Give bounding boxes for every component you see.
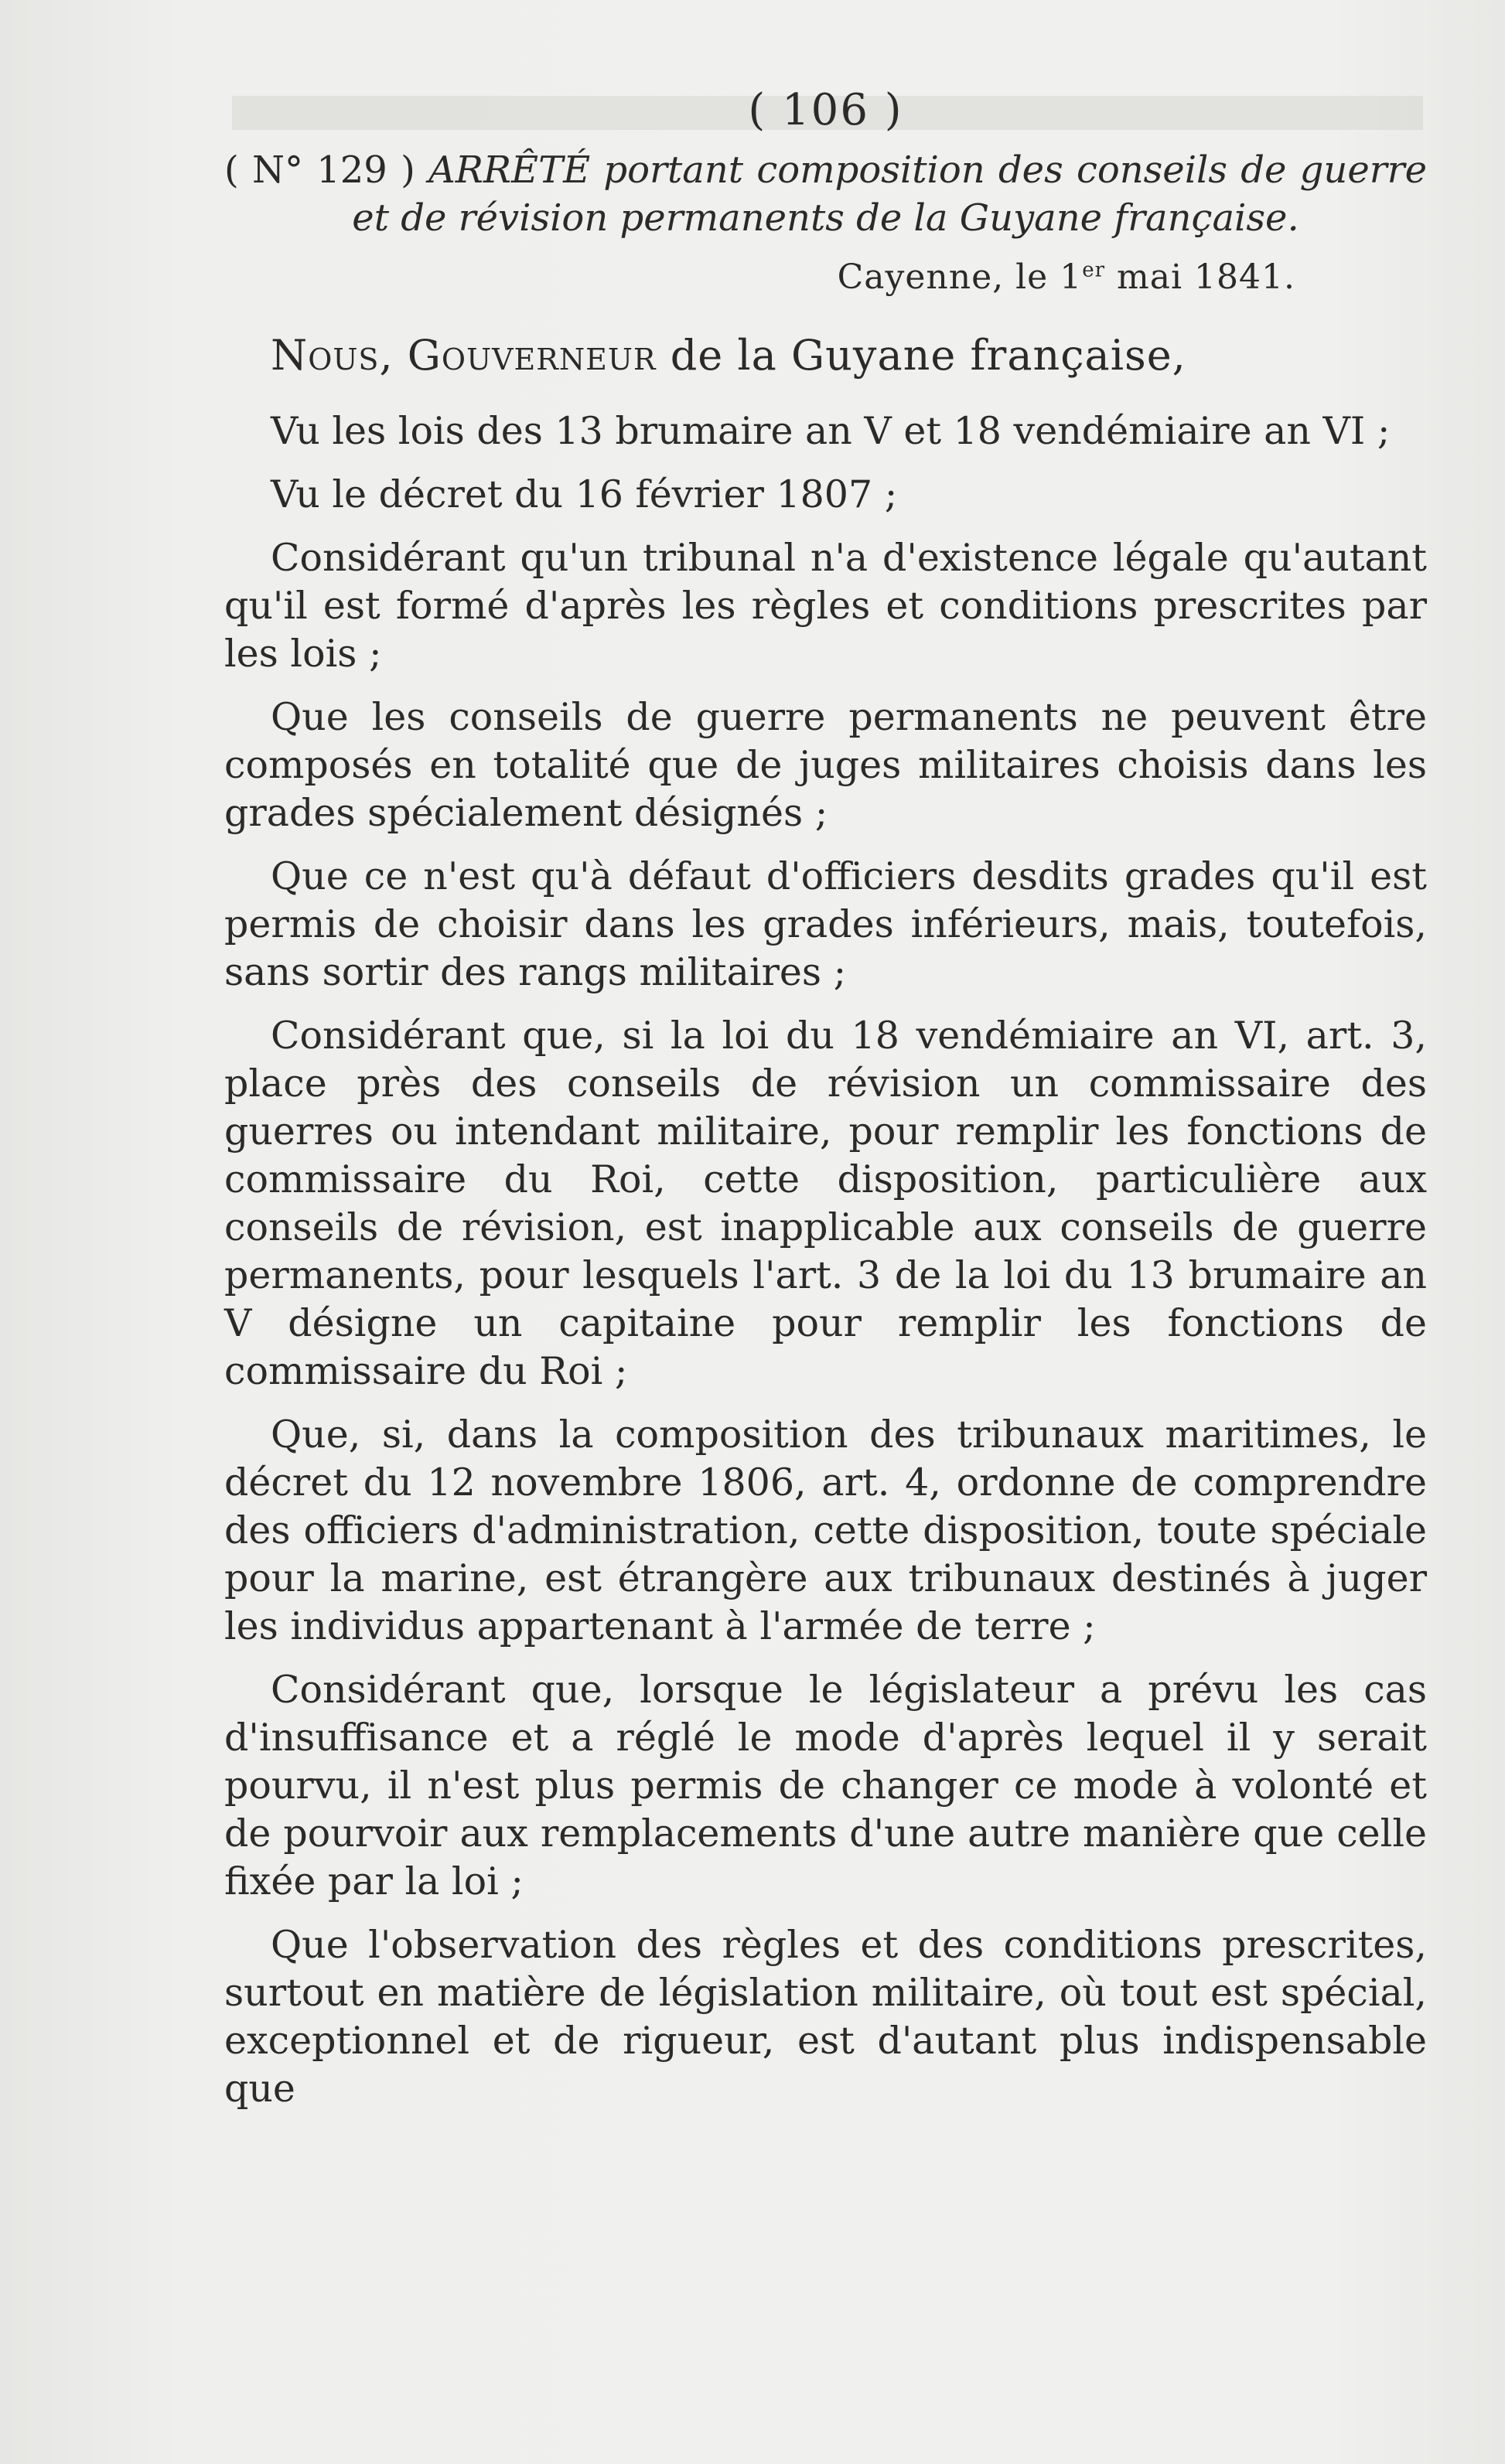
address-title: Gouverneur xyxy=(407,331,657,380)
paragraph-7: Que, si, dans la composition des tribunaux maritimes, le décret du 12 novembre 1806, art. 4, ordonne de comprendre des officiers d'administration, cette disposition, toute spéciale pour la marine, est étrangère aux tribunaux destinés à juger les individus appartenant à l'armée de terre ; xyxy=(224,1413,1427,1648)
paragraph-2: Vu le décret du 16 février 1807 ; xyxy=(271,472,898,516)
paragraph-3: Considérant qu'un tribunal n'a d'existence légale qu'autant qu'il est formé d'après les règles et conditions prescrites par les lois ; xyxy=(224,536,1427,676)
decree-title: ARRÊTÉ portant composition des conseils de guerre et de révision permanents de la Guyane française. xyxy=(352,148,1428,240)
page-content xyxy=(224,85,1427,2128)
dateline-superscript: er xyxy=(1082,258,1106,282)
paragraph-9: Que l'observation des règles et des conditions prescrites, surtout en matière de législation militaire, où tout est spécial, exceptionnel et de rigueur, est d'autant plus indispensable que xyxy=(224,1923,1427,2111)
paragraph-6: Considérant que, si la loi du 18 vendémiaire an VI, art. 3, place près des conseils de révision un commissaire des guerres ou intendant militaire, pour remplir les fonctions de commissaire du Roi, cette disposition, particulière aux conseils de révision, est inapplicable aux conseils de guerre permanents, pour lesquels l'art. 3 de la loi du 13 brumaire an V désigne un capitaine pour remplir les fonctions de commissaire du Roi ; xyxy=(224,1014,1427,1393)
paragraph-8: Considérant que, lorsque le législateur a prévu les cas d'insuffisance et a réglé le mode d'après lequel il y serait pourvu, il n'est plus permis de changer ce mode à volonté et de pourvoir aux remplacements d'une autre manière que celle fixée par la loi ; xyxy=(224,1668,1427,1903)
address-first: Nous, xyxy=(271,331,408,380)
dateline xyxy=(224,257,1295,297)
decree-heading xyxy=(224,146,1427,242)
dateline-place: Cayenne, le 1 xyxy=(837,257,1083,297)
decree-number: ( N° 129 ) xyxy=(224,148,415,192)
paragraph-4: Que les conseils de guerre permanents ne peuvent être composés en totalité que de juges militaires choisis dans les grades spécialement désignés ; xyxy=(224,695,1427,835)
page-number: ( 106 ) xyxy=(748,85,903,135)
paragraph-5: Que ce n'est qu'à défaut d'officiers desdits grades qu'il est permis de choisir dans les grades inférieurs, mais, toutefois, sans sortir des rangs militaires ; xyxy=(224,854,1427,994)
dateline-rest: mai 1841. xyxy=(1105,257,1295,297)
address-rest: de la Guyane française, xyxy=(656,331,1186,380)
paragraph-1: Vu les lois des 13 brumaire an V et 18 vendémiaire an VI ; xyxy=(271,409,1391,453)
governor-address xyxy=(271,331,1427,380)
